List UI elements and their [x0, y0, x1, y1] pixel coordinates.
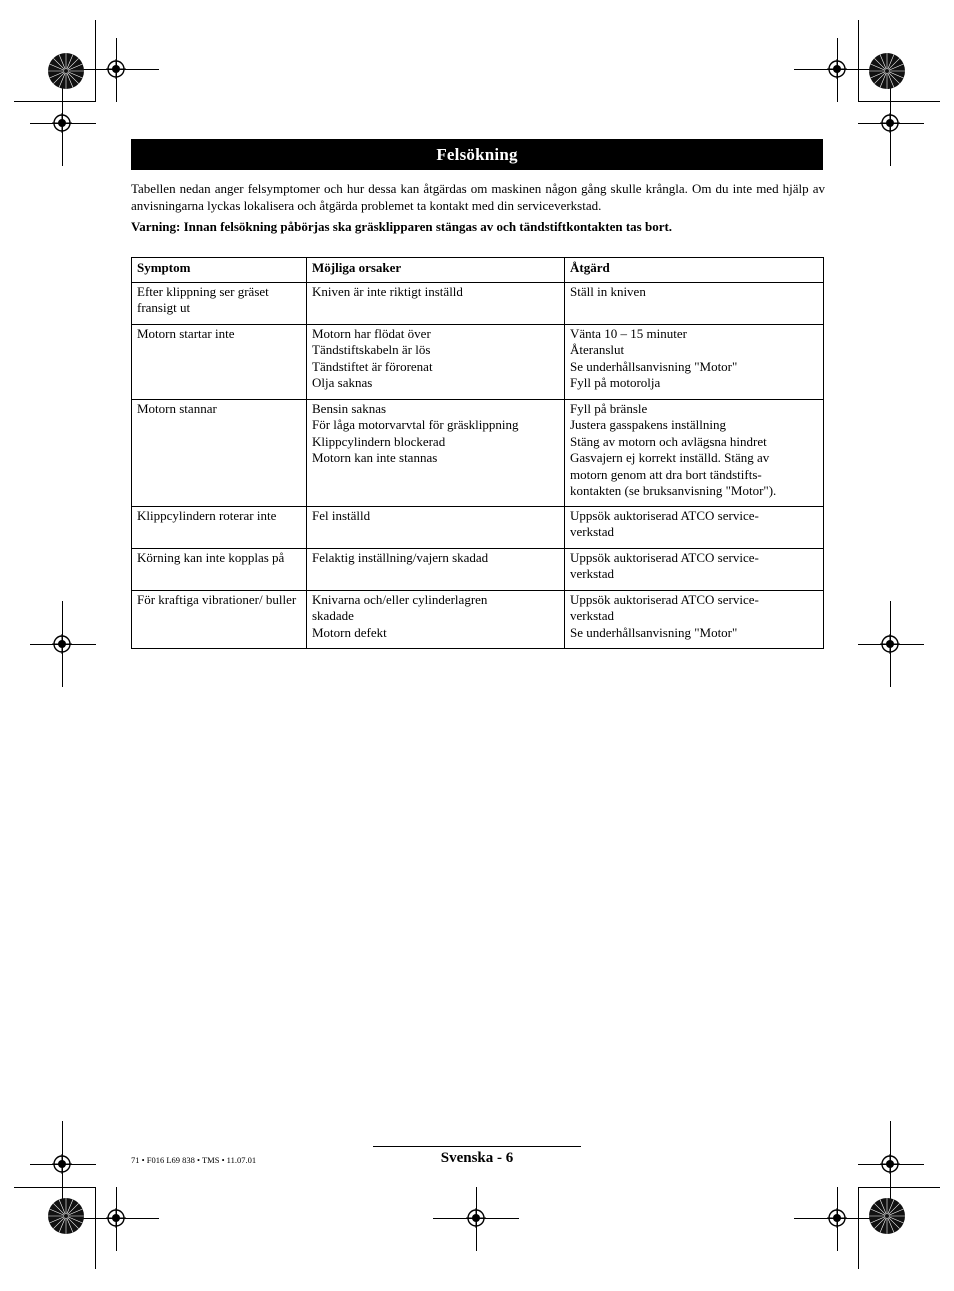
section-title-bar	[131, 139, 823, 170]
star-target-icon	[868, 52, 906, 90]
actions-cell	[565, 400, 824, 507]
cell-line: Fyll på bränsle	[570, 401, 648, 416]
actions-cell	[565, 549, 824, 591]
cell-line: Motorn stannar	[137, 401, 217, 416]
causes-cell	[307, 591, 565, 649]
header-symptom: Symptom	[132, 258, 307, 283]
cell-line: Motorn kan inte stannas	[312, 450, 438, 466]
cell-line: För låga motorvarvtal för gräsklippning	[312, 417, 519, 433]
symptom-cell	[132, 507, 307, 549]
cell-line: Uppsök auktoriserad ATCO service-	[570, 550, 759, 565]
table-row	[132, 591, 824, 649]
cell-line: Tändstiftet är förorenat	[312, 358, 433, 374]
star-target-icon	[47, 52, 85, 90]
symptom-cell	[132, 591, 307, 649]
table-row	[132, 325, 824, 400]
page-number: Svenska - 6	[440, 1150, 514, 1166]
table-header-row	[132, 258, 824, 283]
cell-line: Felaktig inställning/vajern skadad	[312, 550, 489, 565]
cell-line: Se underhållsanvisning "Motor"	[570, 624, 738, 640]
cell-line: Gasvajern ej korrekt inställd. Stäng av	[570, 450, 770, 466]
table-row	[132, 283, 824, 325]
troubleshooting-table	[131, 257, 824, 649]
intro-paragraph: Tabellen nedan anger felsymptomer och hur dessa kan åtgärdas om maskinen någon gång skulle krångla. Om du inte med hjälp av anvisningarna lyckas lokalisera och åtgärda problemet ta kontakt med din serviceverkstad.	[131, 181, 825, 213]
header-causes: Möjliga orsaker	[307, 258, 565, 283]
cell-line: Återanslut	[570, 342, 625, 358]
cell-line: Stäng av motorn och avlägsna hindret	[570, 433, 767, 449]
causes-cell	[307, 400, 565, 507]
registration-mark-icon	[466, 1208, 486, 1228]
registration-mark-icon	[880, 113, 900, 133]
cell-line: kontakten (se bruksanvisning "Motor").	[570, 483, 777, 499]
cell-line: Bensin saknas	[312, 401, 387, 416]
registration-mark-icon	[106, 59, 126, 79]
causes-cell	[307, 325, 565, 400]
symptom-cell	[132, 283, 307, 325]
cell-line: Efter klippning ser gräset fransigt ut	[137, 284, 269, 316]
registration-mark-icon	[52, 113, 72, 133]
cell-line: Motorn defekt	[312, 624, 387, 640]
cell-line: Motorn har flödat över	[312, 326, 431, 341]
cell-line: Justera gasspakens inställning	[570, 417, 726, 433]
actions-cell	[565, 507, 824, 549]
table-row	[132, 507, 824, 549]
table-row	[132, 549, 824, 591]
cell-line: Klippcylindern blockerad	[312, 433, 446, 449]
page-title: Felsökning	[436, 145, 518, 164]
actions-cell	[565, 325, 824, 400]
cell-line: Se underhållsanvisning "Motor"	[570, 358, 738, 374]
warning-paragraph: Varning: Innan felsökning påbörjas ska gräsklipparen stängas av och tändstiftkontakten tas bort.	[131, 219, 673, 234]
print-code: 71 • F016 L69 838 • TMS • 11.07.01	[131, 1155, 257, 1165]
cell-line: Knivarna och/eller cylinderlagren	[312, 592, 488, 607]
actions-cell	[565, 283, 824, 325]
cell-line: verkstad	[570, 524, 615, 540]
cell-line: Klippcylindern roterar inte	[137, 508, 277, 523]
cell-line: motorn genom att dra bort tändstifts-	[570, 466, 762, 482]
cell-line: För kraftiga vibrationer/ buller	[137, 592, 297, 607]
cell-line: Olja saknas	[312, 375, 373, 391]
cell-line: Körning kan inte kopplas på	[137, 550, 285, 565]
cell-line: verkstad	[570, 608, 615, 624]
registration-mark-icon	[880, 1154, 900, 1174]
registration-mark-icon	[827, 59, 847, 79]
causes-cell	[307, 549, 565, 591]
header-actions: Åtgärd	[565, 258, 824, 283]
footer-divider	[373, 1146, 581, 1147]
cell-line: Uppsök auktoriserad ATCO service-	[570, 508, 759, 523]
cell-line: Ställ in kniven	[570, 284, 646, 299]
cell-line: skadade	[312, 608, 354, 624]
cell-line: verkstad	[570, 566, 615, 582]
registration-mark-icon	[106, 1208, 126, 1228]
registration-mark-icon	[52, 634, 72, 654]
registration-mark-icon	[827, 1208, 847, 1228]
cell-line: Kniven är inte riktigt inställd	[312, 284, 463, 299]
symptom-cell	[132, 400, 307, 507]
actions-cell	[565, 591, 824, 649]
causes-cell	[307, 283, 565, 325]
cell-line: Motorn startar inte	[137, 326, 235, 341]
symptom-cell	[132, 325, 307, 400]
cell-line: Fel inställd	[312, 508, 371, 523]
star-target-icon	[47, 1197, 85, 1235]
cell-line: Uppsök auktoriserad ATCO service-	[570, 592, 759, 607]
star-target-icon	[868, 1197, 906, 1235]
registration-mark-icon	[880, 634, 900, 654]
cell-line: Vänta 10 – 15 minuter	[570, 326, 687, 341]
cell-line: Tändstiftskabeln är lös	[312, 342, 431, 358]
cell-line: Fyll på motorolja	[570, 375, 661, 391]
symptom-cell	[132, 549, 307, 591]
causes-cell	[307, 507, 565, 549]
registration-mark-icon	[52, 1154, 72, 1174]
table-row	[132, 400, 824, 507]
